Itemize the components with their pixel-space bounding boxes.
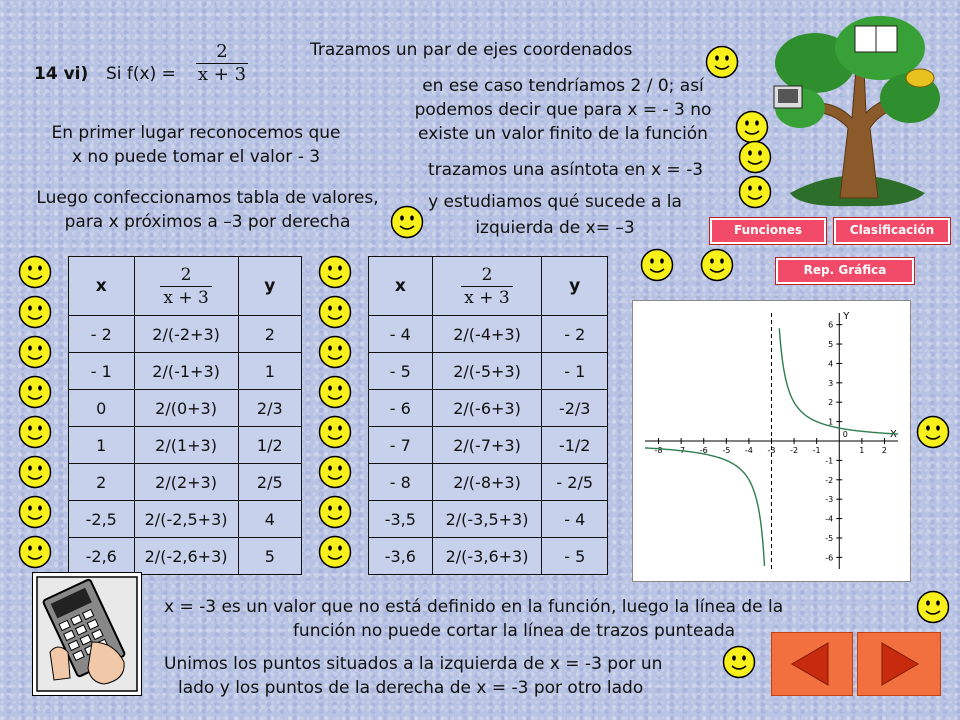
cell-expr: 2/(-5+3): [432, 353, 542, 390]
next-arrow-icon: [858, 633, 940, 695]
x-tick-label: -6: [699, 446, 708, 455]
smiley-icon[interactable]: [18, 415, 52, 449]
cell-x: 1: [69, 427, 135, 464]
prev-arrow-icon: [772, 633, 852, 695]
y-tick-label: -3: [825, 495, 834, 505]
x-tick-label: -3: [767, 446, 776, 455]
y-tick-label: 5: [828, 340, 834, 350]
table-row: [69, 464, 302, 501]
cell-y: 4: [238, 501, 301, 538]
cell-expr: 2/(2+3): [134, 464, 238, 501]
smiley-icon[interactable]: [738, 175, 772, 209]
recognize-text-1: En primer lugar reconocemos que: [51, 123, 341, 143]
cell-x: - 8: [369, 464, 433, 501]
cell-x: -3,5: [369, 501, 433, 538]
cell-expr: 2/(1+3): [134, 427, 238, 464]
left-side-text-2: izquierda de x= –3: [475, 218, 635, 238]
smiley-icon[interactable]: [318, 295, 352, 329]
cell-expr: 2/(0+3): [134, 390, 238, 427]
join-text-1: Unimos los puntos situados a la izquierda de x = -3 por un: [164, 654, 663, 674]
y-tick-label: 3: [828, 378, 834, 388]
join-text-2: lado y los puntos de la derecha de x = -3 por otro lado: [178, 678, 644, 698]
smiley-icon[interactable]: [916, 590, 950, 624]
y-axis-label: Y: [843, 311, 850, 322]
axes-text: Trazamos un par de ejes coordenados: [310, 40, 633, 60]
table-row: [369, 353, 608, 390]
smiley-icon[interactable]: [18, 535, 52, 569]
undefined-text-2: función no puede cortar la línea de trazos punteada: [292, 621, 736, 641]
cell-y: 1/2: [238, 427, 301, 464]
clasificacion-button[interactable]: Clasificación: [834, 218, 950, 244]
y-tick-label: -1: [825, 456, 834, 466]
x-tick-label: 2: [881, 446, 887, 455]
graph-svg: [633, 301, 910, 581]
smiley-icon[interactable]: [18, 375, 52, 409]
table-row: [69, 353, 302, 390]
fraction-denominator: x + 3: [197, 64, 247, 85]
cell-y: 2/5: [238, 464, 301, 501]
y-tick-label: 1: [828, 417, 834, 427]
y-tick-label: 6: [828, 320, 834, 330]
table-row: [369, 501, 608, 538]
table-row: [369, 390, 608, 427]
y-tick-label: -4: [825, 514, 834, 524]
table-row: [369, 427, 608, 464]
table-row: [369, 316, 608, 353]
cell-y: 2/3: [238, 390, 301, 427]
cell-expr: 2/(-1+3): [134, 353, 238, 390]
cell-y: 2: [238, 316, 301, 353]
smiley-icon[interactable]: [390, 205, 424, 239]
function-prefix: Si f(x) =: [106, 64, 176, 84]
cell-expr: 2/(-2,5+3): [134, 501, 238, 538]
cell-expr: 2/(-4+3): [432, 316, 542, 353]
curve-left-branch: [645, 448, 765, 566]
cell-y: - 2: [542, 316, 608, 353]
case-text-3: existe un valor finito de la función: [418, 124, 708, 144]
problem-label: 14 vi): [34, 64, 89, 84]
cell-x: - 4: [369, 316, 433, 353]
table-header-x: x: [369, 257, 433, 316]
x-tick-label: -2: [790, 446, 799, 455]
smiley-icon[interactable]: [318, 335, 352, 369]
cell-x: 2: [69, 464, 135, 501]
table-text-2: para x próximos a –3 por derecha: [64, 212, 351, 232]
x-axis-label: X: [890, 429, 897, 440]
y-tick-label: 4: [828, 359, 834, 369]
cell-expr: 2/(-8+3): [432, 464, 542, 501]
cell-expr: 2/(-3,6+3): [432, 538, 542, 575]
smiley-icon[interactable]: [318, 415, 352, 449]
table-row: [369, 538, 608, 575]
left-side-text-1: y estudiamos qué sucede a la: [428, 192, 682, 212]
smiley-icon[interactable]: [18, 335, 52, 369]
x-tick-label: -8: [654, 446, 663, 455]
smiley-icon[interactable]: [700, 248, 734, 282]
cell-x: 0: [69, 390, 135, 427]
table-header-y: y: [238, 257, 301, 316]
asymptote-text: trazamos una asíntota en x = -3: [428, 160, 704, 180]
funciones-button[interactable]: Funciones: [710, 218, 826, 244]
x-tick-label: -7: [677, 446, 686, 455]
smiley-icon[interactable]: [640, 248, 674, 282]
cell-y: -1/2: [542, 427, 608, 464]
table-row: [69, 538, 302, 575]
cell-y: - 1: [542, 353, 608, 390]
undefined-text-1: x = -3 es un valor que no está definido en la función, luego la línea de la: [164, 597, 784, 617]
table-row: [69, 501, 302, 538]
smiley-icon[interactable]: [735, 110, 769, 144]
smiley-icon[interactable]: [705, 45, 739, 79]
table-header-formula: $\frac{2}{x + 3}$: [134, 257, 238, 316]
case-text-1: en ese caso tendríamos 2 / 0; así: [422, 76, 704, 96]
rep-grafica-button[interactable]: Rep. Gráfica: [776, 258, 914, 284]
values-table-left: [368, 256, 608, 575]
x-tick-label: -5: [722, 446, 731, 455]
smiley-icon[interactable]: [916, 415, 950, 449]
prev-button[interactable]: [771, 632, 853, 696]
calculator-icon: [32, 572, 142, 696]
cell-x: -3,6: [369, 538, 433, 575]
table-row: [69, 390, 302, 427]
smiley-icon[interactable]: [318, 535, 352, 569]
cell-x: - 6: [369, 390, 433, 427]
x-tick-label: 0: [842, 430, 848, 439]
function-graph: [632, 300, 911, 582]
cell-x: -2,6: [69, 538, 135, 575]
table-header-x: x: [69, 257, 135, 316]
x-tick-label: 1: [859, 446, 865, 455]
smiley-icon[interactable]: [738, 140, 772, 174]
smiley-icon[interactable]: [318, 255, 352, 289]
cell-expr: 2/(-2,6+3): [134, 538, 238, 575]
smiley-icon[interactable]: [18, 295, 52, 329]
table-row: [69, 316, 302, 353]
cell-x: - 5: [369, 353, 433, 390]
next-button[interactable]: [857, 632, 941, 696]
function-fraction: [196, 42, 248, 85]
cell-y: - 4: [542, 501, 608, 538]
table-header-formula: $\frac{2}{x + 3}$: [432, 257, 542, 316]
table-header-y: y: [542, 257, 608, 316]
recognize-text-2: x no puede tomar el valor - 3: [71, 147, 321, 167]
cell-y: - 5: [542, 538, 608, 575]
cell-expr: 2/(-6+3): [432, 390, 542, 427]
cell-x: - 1: [69, 353, 135, 390]
cell-y: 5: [238, 538, 301, 575]
smiley-icon[interactable]: [318, 495, 352, 529]
values-table-right: [68, 256, 302, 575]
cell-x: - 2: [69, 316, 135, 353]
x-tick-label: -4: [744, 446, 753, 455]
smiley-icon[interactable]: [722, 645, 756, 679]
table-row: [69, 427, 302, 464]
cell-expr: 2/(-7+3): [432, 427, 542, 464]
cell-x: - 7: [369, 427, 433, 464]
table-text-1: Luego confeccionamos tabla de valores,: [36, 188, 379, 208]
cell-y: - 2/5: [542, 464, 608, 501]
cell-expr: 2/(-3,5+3): [432, 501, 542, 538]
fraction-numerator: 2: [216, 41, 228, 62]
cell-x: -2,5: [69, 501, 135, 538]
y-tick-label: 2: [828, 398, 834, 408]
cell-y: -2/3: [542, 390, 608, 427]
smiley-icon[interactable]: [18, 255, 52, 289]
x-tick-label: -1: [812, 446, 821, 455]
case-text-2: podemos decir que para x = - 3 no: [414, 100, 712, 120]
smiley-icon[interactable]: [18, 455, 52, 489]
cell-expr: 2/(-2+3): [134, 316, 238, 353]
y-tick-label: -6: [825, 553, 834, 563]
tree-icon: [760, 8, 950, 208]
cell-y: 1: [238, 353, 301, 390]
y-tick-label: -2: [825, 475, 834, 485]
y-tick-label: -5: [825, 533, 834, 543]
smiley-icon[interactable]: [318, 455, 352, 489]
table-row: [369, 464, 608, 501]
smiley-icon[interactable]: [18, 495, 52, 529]
smiley-icon[interactable]: [318, 375, 352, 409]
